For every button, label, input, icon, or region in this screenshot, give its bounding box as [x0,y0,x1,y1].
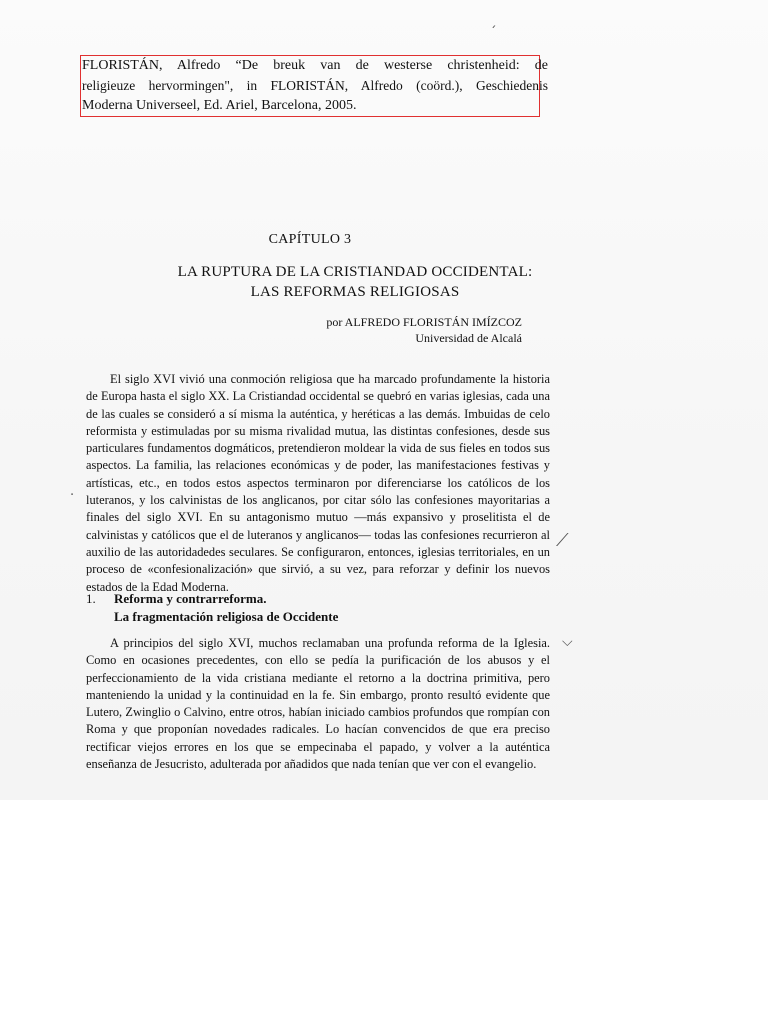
margin-check-mark: ⌵ [562,634,573,650]
section-heading [86,590,338,626]
chapter-title-line-2: LAS REFORMAS RELIGIOSAS [250,284,460,300]
chapter-heading: CAPÍTULO 3 [268,232,352,247]
citation-line-2: religieuze hervormingen", in FLORISTÁN, Alfredo (coörd.), Geschiedenis [82,78,548,93]
margin-pencil-mark: ⟋ [556,530,569,551]
scan-speck-mark: ˏ [490,14,497,29]
intro-paragraph: El siglo XVI vivió una conmoción religiosa que ha marcado profundamente la historia de Europa hasta el siglo XX. La Cristiandad occidental se quebró en varias iglesias, cada una de las cuales se consideró a sí misma la auténtica, y heréticas a las demás. Imbuidas de celo reformista y estimuladas por su misma rivalidad mutua, las distintas confesiones, desde sus particulares fundamentos dogmáticos, pretendieron moldear la vida de sus fieles en todos sus aspectos. La familia, las relaciones económicas y de poder, las manifestaciones festivas y artísticas, etc., en todos estos aspectos terminaron por diferenciarse los católicos de los luteranos, y los calvinistas de los anglicanos, por citar sólo las confesiones mayoritarias a finales del siglo XVI. En su antagonismo mutuo —más expansivo y proselitista el de calvinistas y católicos que el de luteranos y anglicanos— todas las confesiones recurrieron al auxilio de las autoridadedes seculares. Se configuraron, entonces, iglesias territoriales, en un proceso de «confesionalización» que sirvió, a su vez, para reforzar y definir los nuevos estados de la Edad Moderna. [86,372,550,594]
chapter-title [120,262,590,302]
chapter-title-line-1: LA RUPTURA DE LA CRISTIANDAD OCCIDENTAL: [177,264,533,280]
section-title-line-1: Reforma y contrarreforma. [114,591,267,606]
author-name: por ALFREDO FLORISTÁN IMÍZCOZ [326,315,522,329]
citation-line-3: Moderna Universeel, Ed. Ariel, Barcelona, 2005. [82,98,357,113]
section-paragraph: A principios del siglo XVI, muchos reclamaban una profunda reforma de la Iglesia. Como en ocasiones precedentes, con ello se pedía la purificación de los abusos y el perfeccionamiento de la vida cristiana mediante el retorno a la doctrina primitiva, pero manteniendo la unidad y la continuidad en la fe. Sin embargo, pronto resultó evidente que Lutero, Zwinglio o Calvino, entre otros, habían iniciado cambios profundos que rompían con Roma y que proponían novedades radicales. Lo hacían convencidos de que era preciso rectificar viejos errores en los que se empecinaba el papado, y volver a la auténtica enseñanza de Jesucristo, adulterada por añadidos que nada tenían que ver con el evangelio. [86,636,550,772]
author-affiliation: Universidad de Alcalá [415,331,522,345]
section-number: 1. [86,591,96,606]
margin-dot-mark: · [70,488,75,503]
citation-line-1: FLORISTÁN, Alfredo “De breuk van de westerse christenheid: de [82,58,548,73]
citation-reference [82,56,548,116]
section-title-line-2: La fragmentación religiosa de Occidente [114,609,339,624]
author-byline [300,314,522,346]
